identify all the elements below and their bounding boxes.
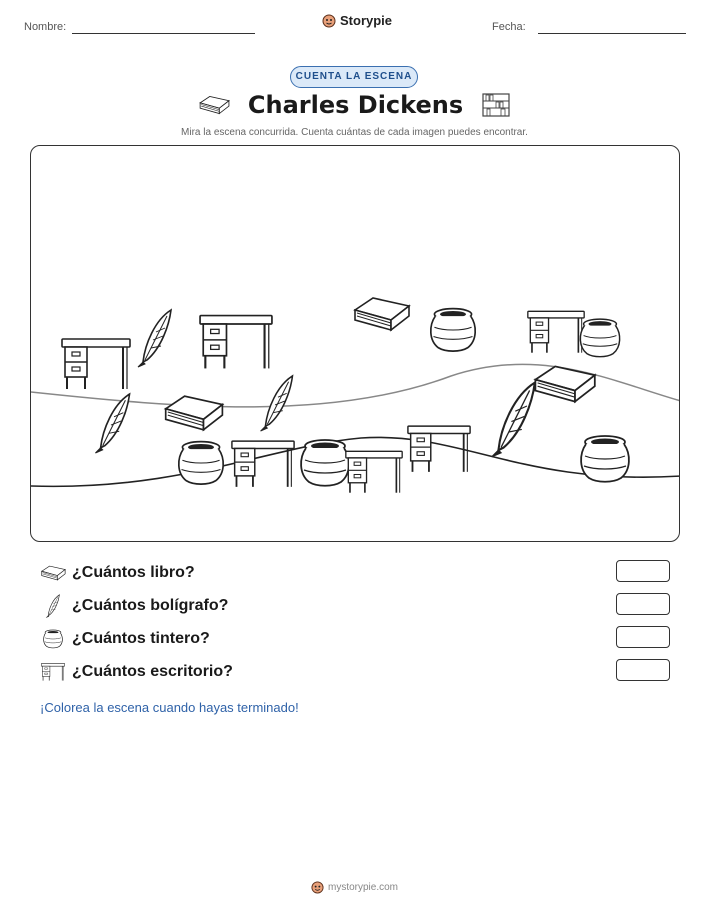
storypie-icon	[311, 881, 324, 894]
question-inkpots	[40, 626, 670, 652]
inkpot-icon	[42, 629, 64, 649]
desk-item	[232, 441, 294, 487]
quill-item	[492, 383, 535, 457]
inkpot-item	[431, 309, 475, 351]
quill-item	[261, 376, 293, 431]
brand-name: Storypie	[340, 13, 393, 28]
inkpot-item	[580, 319, 619, 357]
name-label: Nombre:	[24, 21, 67, 33]
question-text: ¿Cuántos bolígrafo?	[72, 597, 229, 614]
book-icon	[198, 94, 230, 116]
storypie-icon	[322, 14, 336, 28]
scene-panel	[30, 145, 680, 542]
desk-icon	[41, 662, 65, 682]
answer-box-pens[interactable]	[616, 593, 670, 615]
book-icon	[40, 564, 66, 582]
desk-item	[62, 339, 130, 389]
question-books	[40, 560, 670, 586]
book-item	[355, 298, 409, 330]
question-text: ¿Cuántos tintero?	[72, 630, 210, 647]
quill-item	[95, 394, 129, 453]
desk-item	[346, 451, 402, 492]
page-title: Charles Dickens	[247, 91, 464, 119]
footer-site	[0, 881, 709, 894]
inkpot-item	[179, 442, 223, 484]
coloring-note: ¡Colorea la escena cuando hayas terminado!	[40, 700, 299, 715]
instructions: Mira la escena concurrida. Cuenta cuántas de cada imagen puedes encontrar.	[181, 127, 528, 138]
quill-item	[138, 310, 171, 367]
question-pens	[40, 593, 670, 619]
date-label: Fecha:	[492, 21, 526, 33]
date-field[interactable]	[538, 33, 686, 34]
question-desks	[40, 659, 670, 685]
inkpot-item	[581, 436, 629, 482]
desk-item	[200, 316, 272, 369]
site-url: mystorypie.com	[327, 882, 398, 893]
activity-badge: CUENTA LA ESCENA	[290, 66, 418, 88]
answer-box-inkpots[interactable]	[616, 626, 670, 648]
inkpot-item	[301, 440, 349, 486]
quill-icon	[45, 594, 61, 618]
title-row	[0, 91, 709, 119]
busy-scene	[31, 146, 680, 542]
book-item	[166, 396, 223, 430]
name-field[interactable]	[72, 33, 255, 34]
brand-logo	[322, 13, 392, 28]
question-text: ¿Cuántos libro?	[72, 564, 195, 581]
book-item	[535, 366, 594, 401]
answer-box-desks[interactable]	[616, 659, 670, 681]
answer-box-books[interactable]	[616, 560, 670, 582]
desk-item	[528, 311, 584, 352]
bookshelf-icon	[481, 92, 511, 118]
question-text: ¿Cuántos escritorio?	[72, 663, 233, 680]
